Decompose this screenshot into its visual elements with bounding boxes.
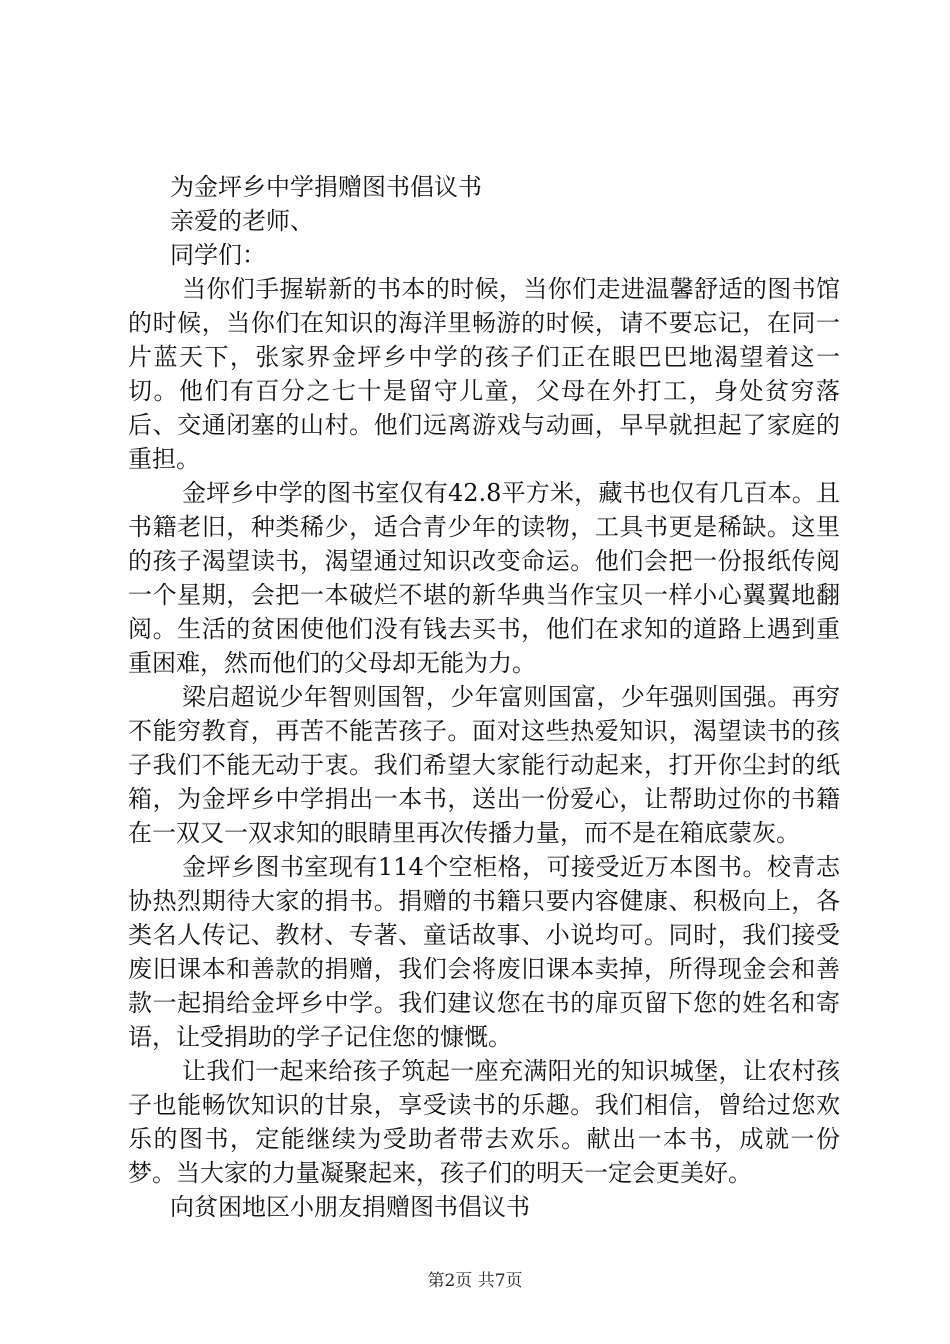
- page-number-footer: 第2页 共7页: [427, 1271, 523, 1291]
- salutation-line-2: 同学们：: [170, 241, 266, 269]
- document-title: 为金坪乡中学捐赠图书倡议书: [170, 173, 482, 201]
- document-body: [128, 170, 840, 1224]
- next-section-title: 向贫困地区小朋友捐赠图书倡议书: [170, 1193, 530, 1221]
- body-paragraph-2: 金坪乡中学的图书室仅有42.8平方米，藏书也仅有几百本。且书籍老旧，种类稀少，适合青少年的读物，工具书更是稀缺。这里的孩子渴望读书，渴望通过知识改变命运。他们会把一份报纸传阅一个星期，会把一本破烂不堪的新华典当作宝贝一样小心翼翼地翻阅。生活的贫困使他们没有钱去买书，他们在求知的道路上遇到重重困难，然而他们的父母却无能为力。: [128, 479, 840, 677]
- body-paragraph-3: 梁启超说少年智则国智，少年富则国富，少年强则国强。再穷不能穷教育，再苦不能苦孩子。面对这些热爱知识，渴望读书的孩子我们不能无动于衷。我们希望大家能行动起来，打开你尘封的纸箱，为金坪乡中学捐出一本书，送出一份爱心，让帮助过你的书籍在一双又一双求知的眼睛里再次传播力量，而不是在箱底蒙灰。: [128, 683, 840, 847]
- body-paragraph-4: 金坪乡图书室现有114个空柜格，可接受近万本图书。校青志协热烈期待大家的捐书。捐赠的书籍只要内容健康、积极向上，各类名人传记、教材、专著、童话故事、小说均可。同时，我们接受废旧课本和善款的捐赠，我们会将废旧课本卖掉，所得现金会和善款一起捐给金坪乡中学。我们建议您在书的扉页留下您的姓名和寄语，让受捐助的学子记住您的慷慨。: [128, 853, 840, 1051]
- body-paragraph-5: 让我们一起来给孩子筑起一座充满阳光的知识城堡，让农村孩子也能畅饮知识的甘泉，享受读书的乐趣。我们相信，曾给过您欢乐的图书，定能继续为受助者带去欢乐。献出一本书，成就一份梦。当大家的力量凝聚起来，孩子们的明天一定会更美好。: [128, 1057, 840, 1187]
- body-paragraph-1: 当你们手握崭新的书本的时候，当你们走进温馨舒适的图书馆的时候，当你们在知识的海洋里畅游的时候，请不要忘记，在同一片蓝天下，张家界金坪乡中学的孩子们正在眼巴巴地渴望着这一切。他们有百分之七十是留守儿童，父母在外打工，身处贫穷落后、交通闭塞的山村。他们远离游戏与动画，早早就担起了家庭的重担。: [128, 275, 840, 473]
- salutation-line-1: 亲爱的老师、: [170, 207, 314, 235]
